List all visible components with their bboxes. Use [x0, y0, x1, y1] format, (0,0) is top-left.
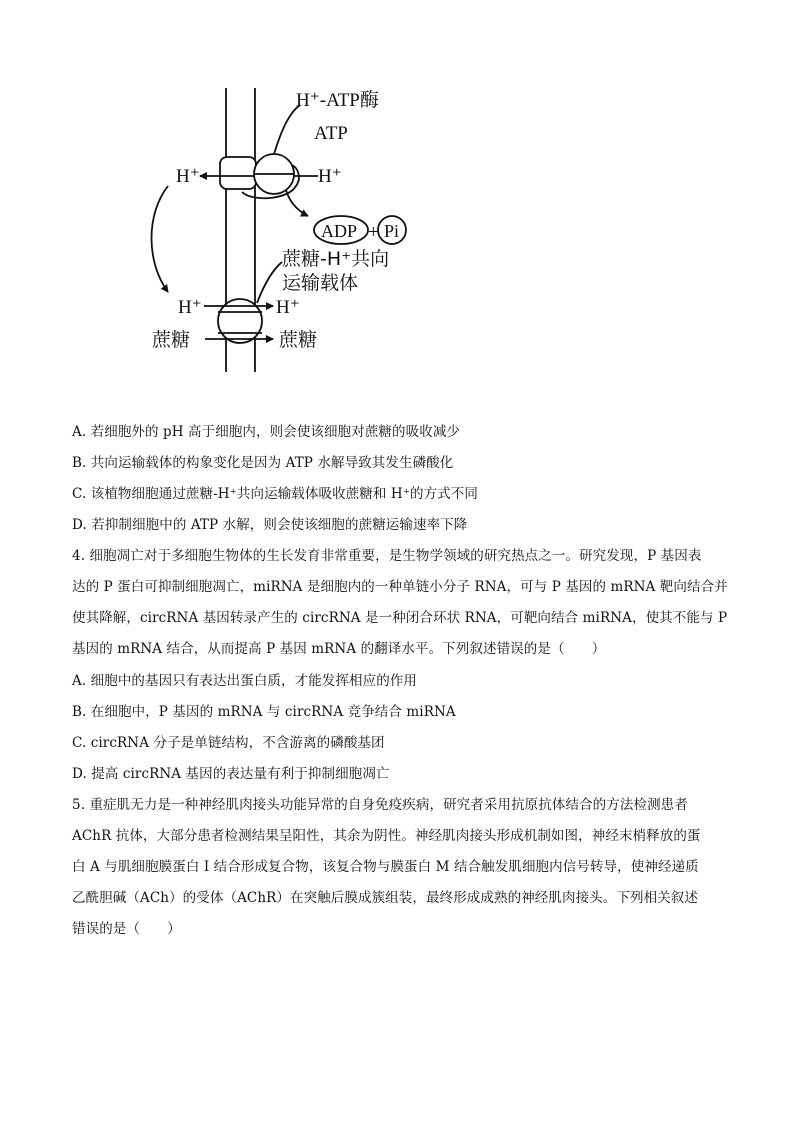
- atp-label: ATP: [314, 123, 348, 144]
- q5-stem-line-3: 白 A 与肌细胞膜蛋白 I 结合形成复合物，该复合物与膜蛋白 M 结合触发肌细胞内信号转导，使神经递质: [72, 859, 699, 875]
- enzyme-label: H⁺-ATP酶: [296, 90, 379, 111]
- q3-option-c: C. 该植物细胞通过蔗糖-H⁺共向运输载体吸收蔗糖和 H⁺的方式不同: [72, 486, 478, 502]
- h-plus-out-bottom-label: H⁺: [178, 297, 202, 318]
- q3-option-d: D. 若抑制细胞中的 ATP 水解，则会使该细胞的蔗糖运输速率下降: [72, 517, 468, 533]
- h-plus-in-top-label: H⁺: [318, 166, 342, 187]
- q5-stem-line-2: AChR 抗体，大部分患者检测结果呈阳性，其余为阴性。神经肌肉接头形成机制如图，神经末梢释放的蛋: [72, 828, 701, 844]
- h-plus-in-bottom-label: H⁺: [276, 297, 300, 318]
- carrier-label-line2: 运输载体: [282, 272, 359, 294]
- membrane-transport-diagram: [0, 0, 794, 400]
- q5-stem-line-5: 错误的是（ ）: [72, 921, 181, 937]
- q4-option-a: A. 细胞中的基因只有表达出蛋白质，才能发挥相应的作用: [72, 673, 418, 689]
- sucrose-in-label: 蔗糖: [279, 329, 318, 351]
- q4-stem-line-4: 基因的 mRNA 结合，从而提高 P 基因 mRNA 的翻译水平。下列叙述错误的是（ ）: [72, 641, 606, 657]
- q4-option-d: D. 提高 circRNA 基因的表达量有利于抑制细胞凋亡: [72, 766, 390, 782]
- q3-option-b: B. 共向运输载体的构象变化是因为 ATP 水解导致其发生磷酸化: [72, 455, 454, 471]
- q4-stem-line-3: 使其降解，circRNA 基因转录产生的 circRNA 是一种闭合环状 RNA，可靶向结合 miRNA，使其不能与 P: [72, 610, 728, 626]
- q4-option-b: B. 在细胞中，P 基因的 mRNA 与 circRNA 竞争结合 miRNA: [72, 704, 456, 720]
- adp-label: ADP: [321, 221, 358, 241]
- h-plus-out-top-label: H⁺: [176, 166, 200, 187]
- q4-stem-line-1: 4. 细胞凋亡对于多细胞生物体的生长发育非常重要，是生物学领域的研究热点之一。研究发现，P 基因表: [72, 548, 702, 564]
- q5-stem-line-1: 5. 重症肌无力是一种神经肌肉接头功能异常的自身免疫疾病，研究者采用抗原抗体结合的方法检测患者: [72, 797, 688, 813]
- sucrose-out-label: 蔗糖: [152, 329, 191, 351]
- q5-stem-line-4: 乙酰胆碱（ACh）的受体（AChR）在突触后膜成簇组装，最终形成成熟的神经肌肉接头。下列相关叙述: [72, 890, 699, 906]
- proton-channel-shape: [220, 157, 256, 189]
- plus-sign: +: [368, 222, 379, 243]
- pi-label: Pi: [384, 221, 400, 241]
- q4-option-c: C. circRNA 分子是单链结构，不含游离的磷酸基团: [72, 735, 385, 751]
- q3-option-a: A. 若细胞外的 pH 高于细胞内，则会使该细胞对蔗糖的吸收减少: [72, 424, 461, 440]
- carrier-label-line1: 蔗糖-H⁺共向: [282, 248, 390, 270]
- q4-stem-line-2: 达的 P 蛋白可抑制细胞凋亡，miRNA 是细胞内的一种单链小分子 RNA，可与 P 基因的 mRNA 靶向结合并: [72, 579, 728, 595]
